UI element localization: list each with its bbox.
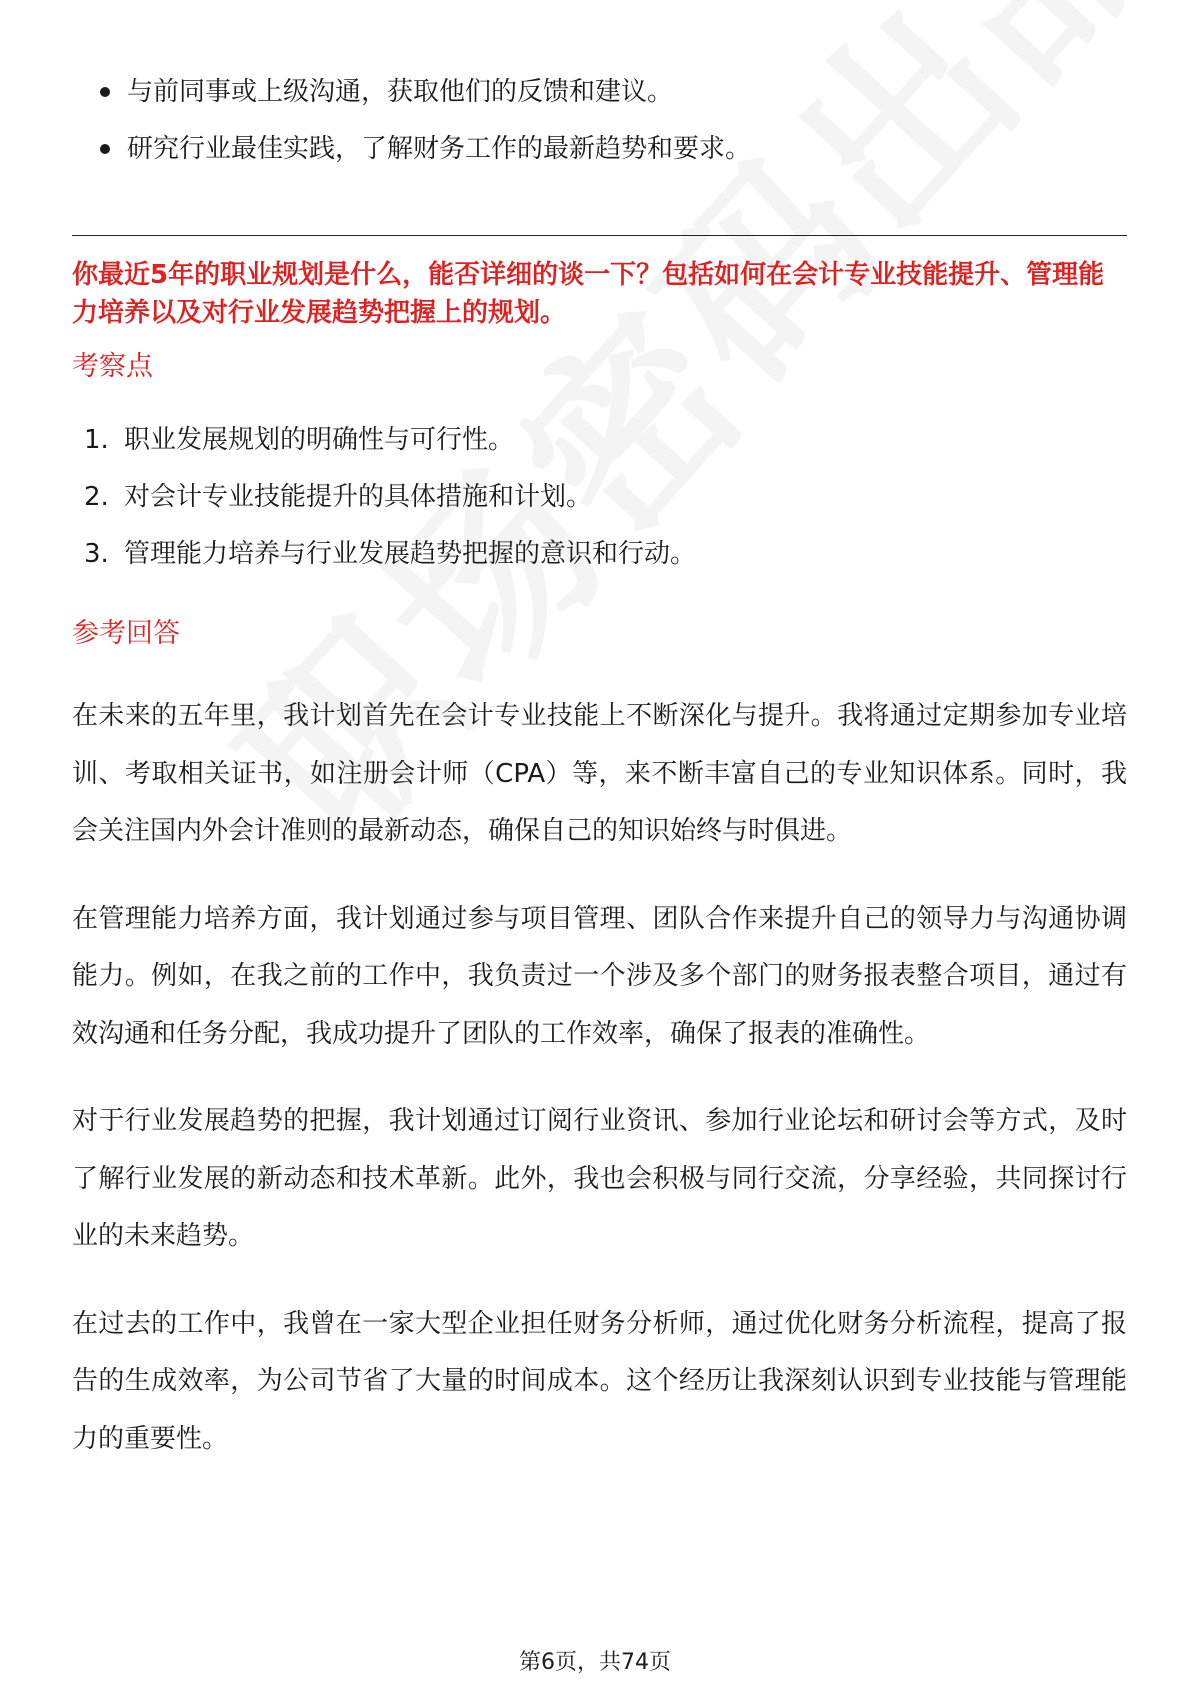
list-item	[84, 534, 1124, 574]
points-list	[84, 420, 1124, 591]
answer-paragraph: 对于行业发展趋势的把握，我计划通过订阅行业资讯、参加行业论坛和研讨会等方式，及时了解行业发展的新动态和技术革新。此外，我也会积极与同行交流，分享经验，共同探讨行业的未来趋势。	[72, 1106, 1127, 1251]
item-number: 3.	[84, 539, 109, 569]
bullet-dot-icon	[100, 87, 110, 97]
question-heading: 你最近5年的职业规划是什么，能否详细的谈一下？包括如何在会计专业技能提升、管理能力培养以及对行业发展趋势把握上的规划。	[72, 260, 1105, 328]
list-item	[97, 72, 1127, 112]
answer-paragraph: 在过去的工作中，我曾在一家大型企业担任财务分析师，通过优化财务分析流程，提高了报告的生成效率，为公司节省了大量的时间成本。这个经历让我深刻认识到专业技能与管理能力的重要性。	[72, 1308, 1127, 1454]
bullet-dot-icon	[100, 144, 110, 154]
bullet-text: 研究行业最佳实践，了解财务工作的最新趋势和要求。	[127, 134, 752, 164]
item-number: 1.	[84, 425, 109, 455]
answer-paragraph: 在管理能力培养方面，我计划通过参与项目管理、团队合作来提升自己的领导力与沟通协调能力。例如，在我之前的工作中，我负责过一个涉及多个部门的财务报表整合项目，通过有效沟通和任务分配，我成功提升了团队的工作效率，确保了报表的准确性。	[72, 903, 1127, 1049]
list-item	[97, 129, 1127, 169]
answer-body	[72, 688, 1127, 1498]
answer-paragraph: 在未来的五年里，我计划首先在会计专业技能上不断深化与提升。我将通过定期参加专业培训、考取相关证书，如注册会计师（CPA）等，来不断丰富自己的专业知识体系。同时，我会关注国内外会计准则的最新动态，确保自己的知识始终与时俱进。	[72, 701, 1127, 846]
section-divider	[72, 235, 1127, 236]
list-item	[84, 420, 1124, 460]
item-text: 对会计专业技能提升的具体措施和计划。	[124, 482, 593, 512]
bullet-text: 与前同事或上级沟通，获取他们的反馈和建议。	[127, 77, 674, 107]
item-text: 职业发展规划的明确性与可行性。	[124, 425, 515, 455]
answer-title: 参考回答	[72, 618, 180, 649]
points-title: 考察点	[72, 351, 153, 382]
page-footer: 第6页，共74页	[519, 1650, 671, 1675]
item-text: 管理能力培养与行业发展趋势把握的意识和行动。	[124, 539, 697, 569]
list-item	[84, 477, 1124, 517]
item-number: 2.	[84, 482, 109, 512]
bullet-list	[97, 72, 1127, 186]
